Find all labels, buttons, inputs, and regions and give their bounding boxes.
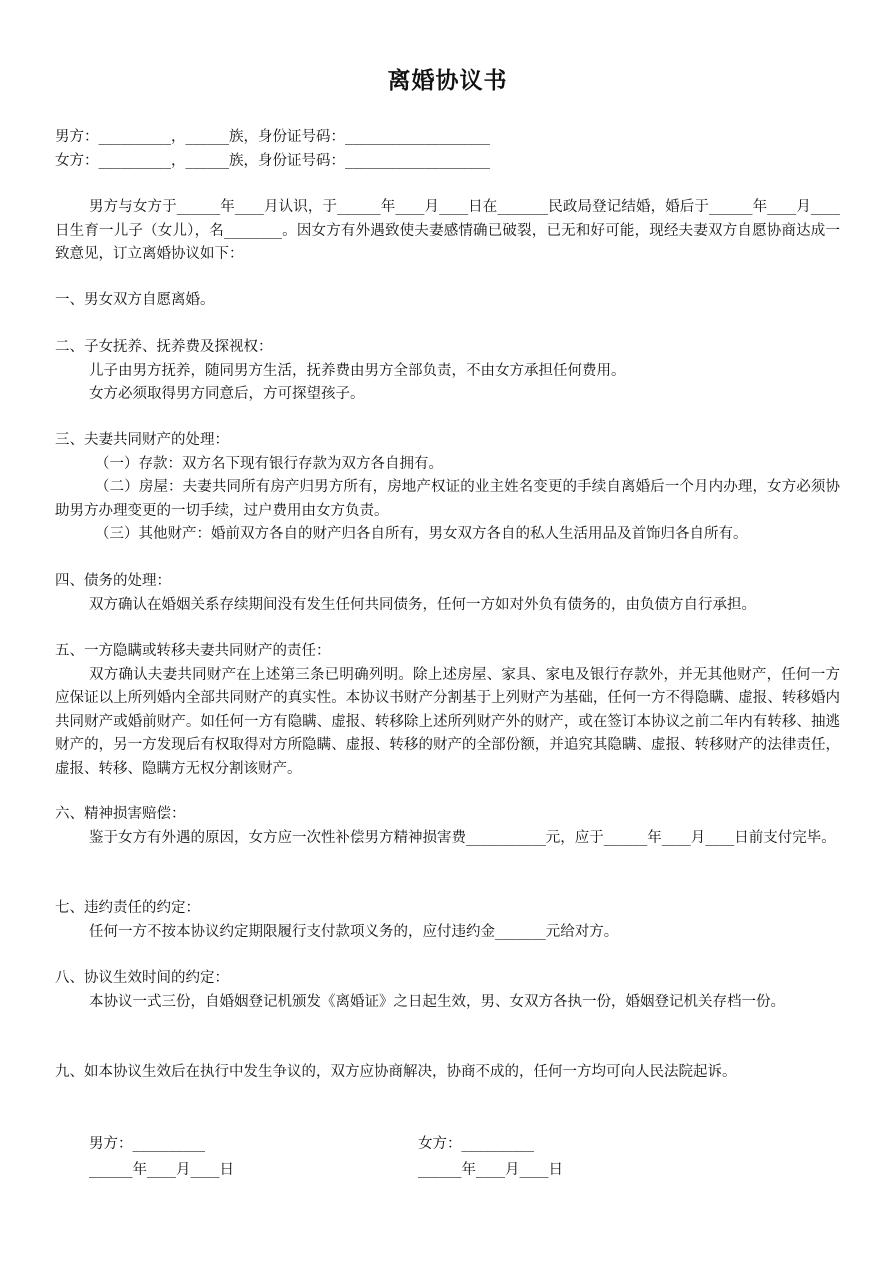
female-signature-block <box>418 1131 563 1183</box>
section-9 <box>55 1061 840 1085</box>
male-signature-label: 男方：__________ <box>89 1136 205 1152</box>
section-1 <box>55 289 840 313</box>
section-5-heading: 五、一方隐瞒或转移夫妻共同财产的责任： <box>55 643 331 659</box>
section-2-paragraph-1: 儿子由男方抚养，随同男方生活，抚养费由男方全部负责，不由女方承担任何费用。 <box>89 362 626 379</box>
section-9-heading: 九、如本协议生效后在执行中发生争议的，双方应协商解决，协商不成的，任何一方均可向人民法院起诉。 <box>55 1064 737 1080</box>
section-2 <box>55 336 840 407</box>
female-signature-label: 女方：__________ <box>418 1136 534 1152</box>
section-8-heading: 八、协议生效时间的约定： <box>55 970 229 986</box>
male-party-line: 男方：__________，______族，身份证号码：____________________ <box>55 129 490 145</box>
section-3-paragraph-2: （二）房屋：夫妻共同所有房产归男方所有，房地产权证的业主姓名变更的手续自离婚后一个月内办理，女方必须协助男方办理变更的一切手续，过户费用由女方负责。 <box>55 479 840 519</box>
section-3-heading: 三、夫妻共同财产的处理： <box>55 432 229 448</box>
female-signature-date: ______年____月____日 <box>418 1162 563 1178</box>
section-1-heading: 一、男女双方自愿离婚。 <box>55 292 215 308</box>
section-3-paragraph-1: （一）存款：双方名下现有银行存款为双方各自拥有。 <box>95 455 443 472</box>
section-8 <box>55 967 840 1014</box>
section-7 <box>55 897 840 944</box>
male-signature-block <box>89 1131 234 1183</box>
intro-paragraph: 男方与女方于______年____月认识，于______年____月____日在_______民政局登记结婚，婚后于______年____月____日生育一儿子（女儿），名________。因女方有外遇致使夫妻感情确已破裂，已无和好可能，现经夫妻双方自愿协商达成一致意见，订立离婚协议如下： <box>55 199 840 262</box>
section-7-heading: 七、违约责任的约定： <box>55 900 200 916</box>
section-7-paragraph-1: 任何一方不按本协议约定期限履行支付款项义务的，应付违约金_______元给对方。 <box>89 923 619 940</box>
section-5 <box>55 640 840 781</box>
section-4-paragraph-1: 双方确认在婚姻关系存续期间没有发生任何共同债务，任何一方如对外负有债务的，由负债方自行承担。 <box>89 596 756 613</box>
section-3 <box>55 429 840 547</box>
section-8-paragraph-1: 本协议一式三份，自婚姻登记机颁发《离婚证》之日起生效，男、女双方各执一份，婚姻登记机关存档一份。 <box>89 993 785 1010</box>
section-6-paragraph-1: 鉴于女方有外遇的原因，女方应一次性补偿男方精神损害费___________元，应于______年____月____日前支付完毕。 <box>89 829 836 846</box>
section-4-heading: 四、债务的处理： <box>55 573 171 589</box>
section-6-heading: 六、精神损害赔偿： <box>55 806 186 822</box>
male-signature-date: ______年____月____日 <box>89 1162 234 1178</box>
section-5-paragraph-1: 双方确认夫妻共同财产在上述第三条已明确列明。除上述房屋、家具、家电及银行存款外，并无其他财产，任何一方应保证以上所列婚内全部共同财产的真实性。本协议书财产分割基于上列财产为基础，任何一方不得隐瞒、虚报、转移婚内共同财产或婚前财产。如任何一方有隐瞒、虚报、转移除上述所列财产外的财产，或在签订本协议之前二年内有转移、抽逃财产的，另一方发现后有权取得对方所隐瞒、虚报、转移的财产的全部份额，并追究其隐瞒、虚报、转移财产的法律责任，虚报、转移、隐瞒方无权分割该财产。 <box>55 666 840 777</box>
section-6 <box>55 803 840 850</box>
section-2-heading: 二、子女抚养、抚养费及探视权： <box>55 339 273 355</box>
document-title: 离婚协议书 <box>387 68 508 94</box>
section-2-paragraph-2: 女方必须取得男方同意后，方可探望孩子。 <box>89 386 365 402</box>
section-3-paragraph-3: （三）其他财产：婚前双方各自的财产归各自所有，男女双方各自的私人生活用品及首饰归各自所有。 <box>95 526 748 542</box>
parties-block <box>55 126 840 173</box>
female-party-line: 女方：__________，______族，身份证号码：____________________ <box>55 152 490 169</box>
section-4 <box>55 570 840 617</box>
